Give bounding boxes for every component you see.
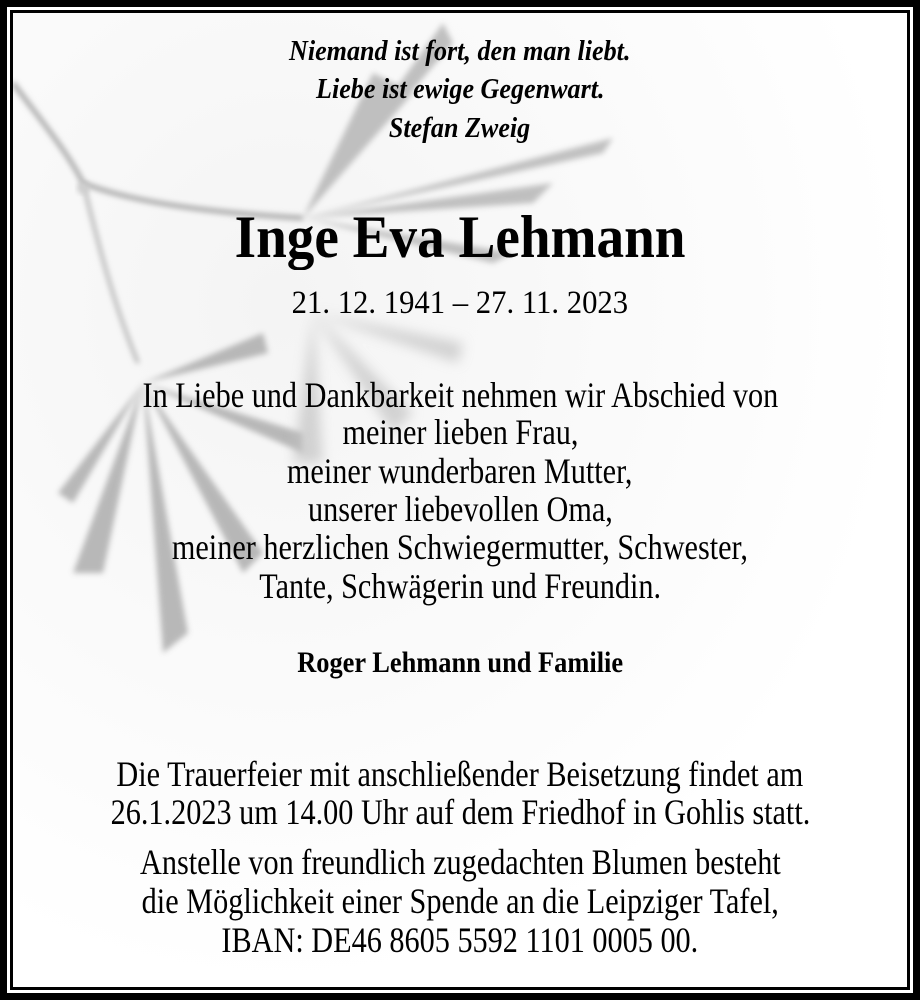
farewell-line: meiner lieben Frau, [342, 412, 578, 452]
donation-iban: IBAN: DE46 8605 5592 1101 0005 00. [221, 920, 699, 960]
obituary-notice [13, 13, 907, 987]
donation-line: die Möglichkeit einer Spende an die Leipziger Tafel, [141, 881, 779, 921]
farewell-line: Tante, Schwägerin und Freundin. [259, 566, 661, 606]
signature: Roger Lehmann und Familie [297, 646, 623, 679]
farewell-line: In Liebe und Dankbarkeit nehmen wir Abschied von [142, 375, 778, 415]
quote-line: Liebe ist ewige Gegenwart. [315, 73, 605, 105]
quote-author: Stefan Zweig [389, 112, 531, 144]
ceremony-line: Die Trauerfeier mit anschließender Beisetzung findet am [116, 754, 804, 794]
farewell-line: unserer liebevollen Oma, [307, 489, 613, 529]
donation-line: Anstelle von freundlich zugedachten Blumen besteht [139, 842, 781, 882]
ceremony-line: 26.1.2023 um 14.00 Uhr auf dem Friedhof in Gohlis statt. [110, 792, 810, 832]
farewell-line: meiner herzlichen Schwiegermutter, Schwester, [171, 527, 749, 567]
quote-line: Niemand ist fort, den man liebt. [289, 35, 631, 67]
life-dates: 21. 12. 1941 – 27. 11. 2023 [291, 285, 629, 321]
farewell-line: meiner wunderbaren Mutter, [287, 451, 633, 491]
deceased-name: Inge Eva Lehmann [234, 204, 686, 270]
